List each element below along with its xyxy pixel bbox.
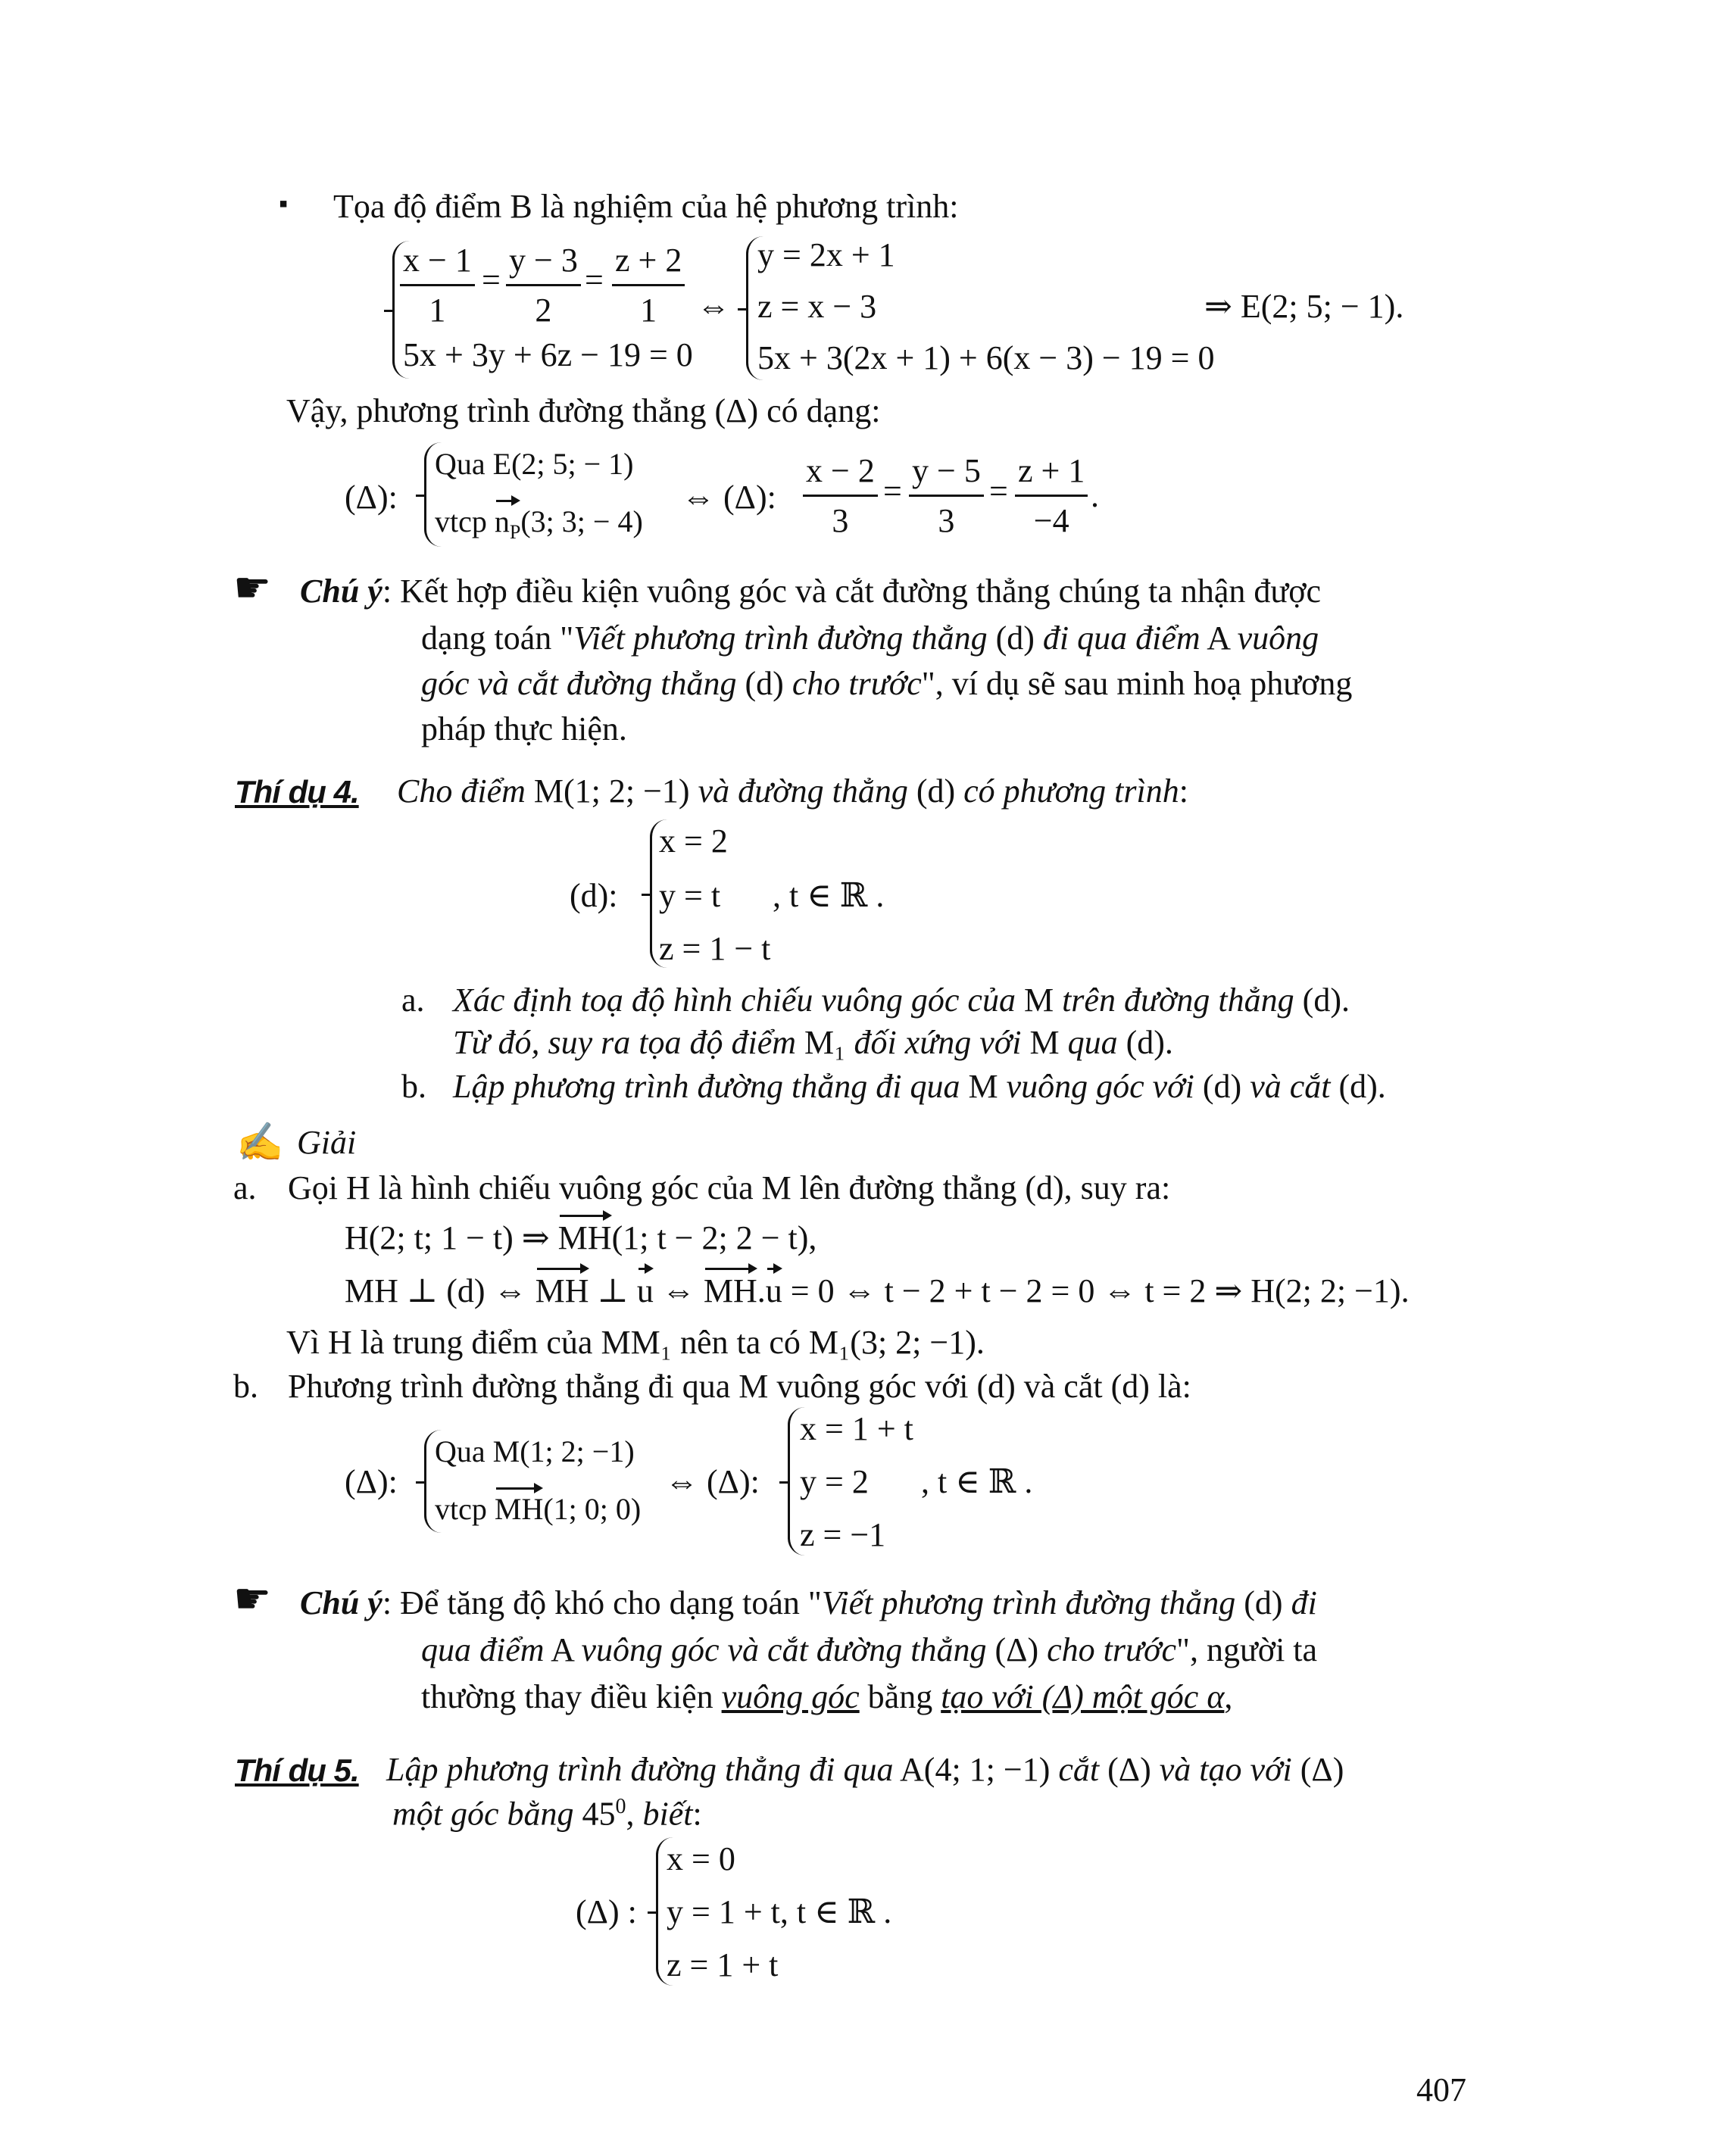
equation-row: z = 1 + t	[667, 1946, 779, 1983]
note-line: Chú ý: Để tăng độ khó cho dạng toán "Viết phương trình đường thẳng (d) đi	[300, 1584, 1317, 1621]
vector-mh: MH	[703, 1272, 757, 1309]
delta-label: (Δ):	[345, 1463, 398, 1500]
equals: =	[482, 261, 501, 298]
vector-mh: MH	[557, 1219, 612, 1256]
d-label: (d):	[570, 877, 618, 914]
equivalence: ⇔	[697, 288, 730, 325]
fraction: x − 2 3	[803, 451, 878, 540]
item-a-line2: Từ đó, suy ra tọa độ điểm M₁ đối xứng với M qua (d).	[453, 1024, 1173, 1061]
item-a-line1: Xác định toạ độ hình chiếu vuông góc của M trên đường thẳng (d).	[453, 981, 1350, 1019]
intro-text: Tọa độ điểm B là nghiệm của hệ phương trình:	[333, 188, 959, 225]
equivalence: ⇔ (Δ):	[682, 479, 776, 516]
fraction: z + 2 1	[612, 241, 685, 329]
delta-label: (Δ):	[345, 479, 398, 516]
vector-u: u	[636, 1272, 654, 1309]
equation-row: x = 2	[659, 822, 728, 860]
solution-title: Giải	[297, 1124, 357, 1161]
item-b-line: Lập phương trình đường thẳng đi qua M vuông góc với (d) và cắt (d).	[453, 1068, 1386, 1105]
period: .	[1091, 477, 1099, 514]
solution-line: Vì H là trung điểm của MM₁ nên ta có M₁(3; 2; −1).	[286, 1324, 985, 1361]
solution-line: Gọi H là hình chiếu vuông góc của M lên đường thẳng (d), suy ra:	[288, 1169, 1171, 1206]
vector-u: u	[765, 1272, 782, 1309]
vector-mh: MH	[535, 1272, 589, 1309]
passes-through: Qua M(1; 2; −1)	[435, 1434, 635, 1468]
pointing-hand-icon: ☛	[233, 1576, 272, 1623]
vector-mh: MH	[494, 1492, 544, 1526]
delta-label: (Δ) :	[576, 1893, 637, 1930]
item-marker: a.	[233, 1169, 257, 1206]
equation-row: z = 1 − t	[659, 930, 771, 967]
example-text: Cho điểm M(1; 2; −1) và đường thẳng (d) có phương trình:	[397, 772, 1188, 810]
pointing-hand-icon: ☛	[233, 565, 272, 612]
equation-row: z = x − 3	[757, 288, 877, 325]
equation-row: y = t	[659, 877, 721, 914]
item-marker: b.	[401, 1068, 426, 1105]
equation-row: x = 0	[667, 1840, 735, 1877]
note-line: dạng toán "Viết phương trình đường thẳng (d) đi qua điểm A vuông	[421, 619, 1319, 657]
equation-row: x = 1 + t	[800, 1410, 913, 1447]
equation-row: y = 2x + 1	[757, 236, 895, 273]
result: ⇒ E(2; 5; − 1).	[1204, 288, 1404, 325]
solution-line: MH ⊥ (d) ⇔ MH ⊥ u ⇔ MH.u = 0 ⇔ t − 2 + t − 2 = 0 ⇔ t = 2 ⇒ H(2; 2; −1).	[345, 1272, 1410, 1309]
writing-hand-icon: ✍	[236, 1121, 284, 1163]
parameter-domain: , t ∈ ℝ .	[773, 877, 885, 914]
note-line: qua điểm A vuông góc và cắt đường thẳng (Δ) cho trước", người ta	[421, 1631, 1318, 1668]
solution-line: H(2; t; 1 − t) ⇒ MH(1; t − 2; 2 − t),	[345, 1219, 817, 1256]
parameter-domain: , t ∈ ℝ .	[921, 1463, 1033, 1500]
example-label: Thí dụ 5.	[235, 1752, 359, 1788]
equals: =	[883, 473, 902, 510]
note-line: pháp thực hiện.	[421, 710, 627, 747]
example-text: Lập phương trình đường thẳng đi qua A(4; 1; −1) cắt (Δ) và tạo với (Δ)	[386, 1751, 1344, 1788]
plane-equation: 5x + 3y + 6z − 19 = 0	[403, 336, 693, 373]
equation-row: y = 1 + t, t ∈ ℝ .	[667, 1893, 892, 1930]
note-line: góc và cắt đường thẳng (d) cho trước", ví dụ sẽ sau minh hoạ phương	[421, 665, 1353, 702]
bullet: ▪	[279, 190, 289, 218]
solution-line: Phương trình đường thẳng đi qua M vuông góc với (d) và cắt (d) là:	[288, 1368, 1191, 1405]
page-number: 407	[1416, 2071, 1466, 2108]
note-line: Chú ý: Kết hợp điều kiện vuông góc và cắt đường thẳng chúng ta nhận được	[300, 573, 1322, 610]
passes-through: Qua E(2; 5; − 1)	[435, 447, 634, 481]
item-marker: a.	[401, 981, 425, 1019]
equals: =	[989, 473, 1008, 510]
direction-vector: vtcp $n_P(3$; 3; − 4)	[435, 504, 643, 543]
conclusion: Vậy, phương trình đường thẳng (Δ) có dạng:	[286, 392, 881, 429]
note-line: thường thay điều kiện vuông góc bằng tạo với (Δ) một góc α,	[421, 1678, 1233, 1715]
equivalence: ⇔ (Δ):	[665, 1463, 760, 1500]
equals: =	[585, 261, 604, 298]
item-marker: b.	[233, 1368, 258, 1405]
vector-n: $n_P$	[494, 504, 521, 543]
equation-row: 5x + 3(2x + 1) + 6(x − 3) − 19 = 0	[757, 339, 1215, 376]
fraction: x − 1 1	[400, 241, 475, 329]
equation-row: y = 2	[800, 1463, 869, 1500]
example-label: Thí dụ 4.	[235, 774, 359, 810]
direction-vector: vtcp MH(1; 0; 0)	[435, 1492, 642, 1526]
fraction: y − 3 2	[506, 241, 581, 329]
fraction: y − 5 3	[909, 451, 984, 540]
example-text: một góc bằng $45^0$, biết:	[392, 1795, 702, 1833]
fraction: z + 1 −4	[1015, 451, 1088, 540]
equation-row: z = −1	[800, 1516, 886, 1553]
